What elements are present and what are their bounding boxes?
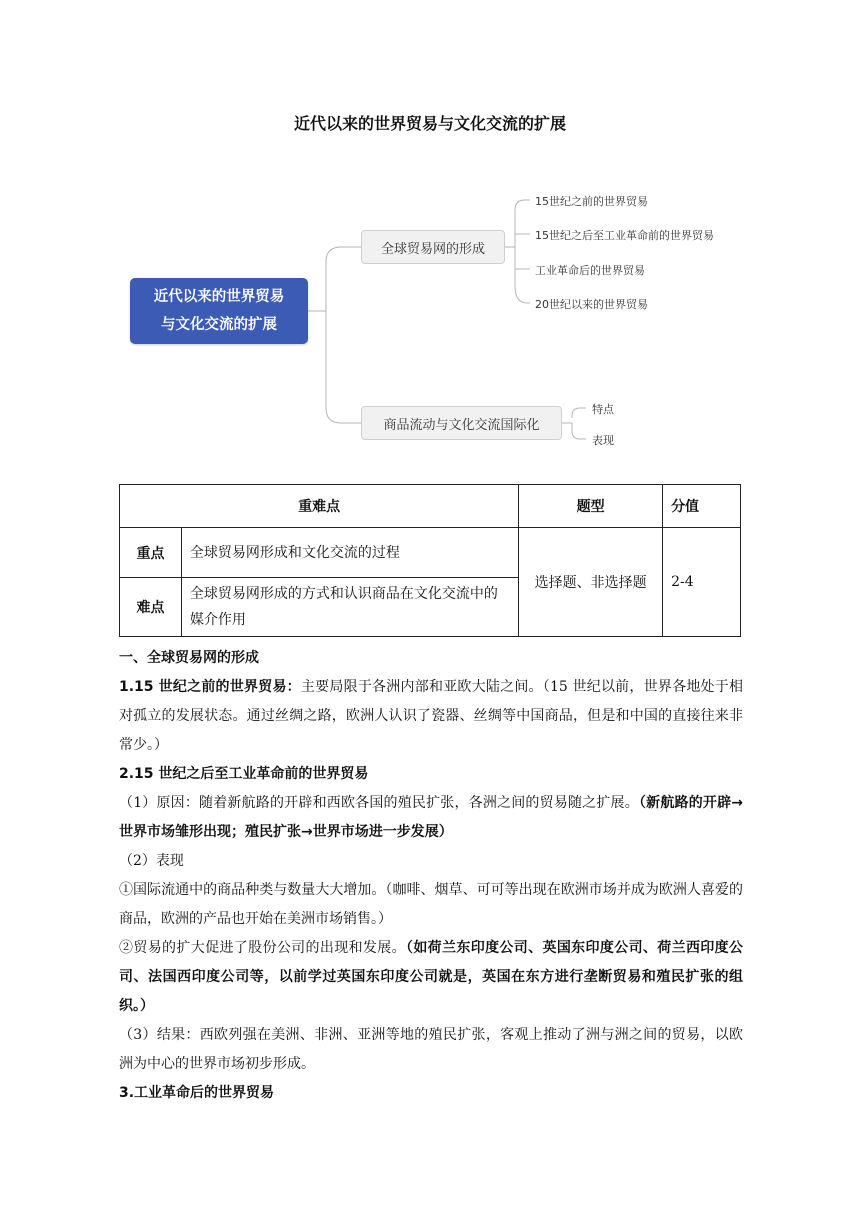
mindmap-leaf: 20世纪以来的世界贸易 — [535, 298, 648, 311]
table-cell-difficult-text: 全球贸易网形成的方式和认识商品在文化交流中的媒介作用 — [181, 578, 518, 637]
mindmap-root-line1: 近代以来的世界贸易 — [153, 289, 285, 305]
table-row-label-difficult: 难点 — [120, 578, 182, 637]
paragraph-text: 主要局限于各洲内部和亚欧大陆之间。（15 世纪以前，世界各地处于相对孤立的发展状态。通过丝绸之路，欧洲人认识了瓷器、丝绸等中国商品，但是和中国的直接往来非常少。） — [119, 679, 743, 753]
paragraph-text: （1）原因：随着新航路的开辟和西欧各国的殖民扩张，各洲之间的贸易随之扩展。 — [119, 795, 639, 811]
mindmap-leaf: 15世纪之前的世界贸易 — [535, 195, 648, 208]
table-cell-type: 选择题、非选择题 — [519, 528, 663, 637]
mindmap-root-node — [130, 278, 308, 344]
mindmap-branch-trade-network: 全球贸易网的形成 — [361, 230, 505, 264]
mindmap-leaf: 15世纪之后至工业革命前的世界贸易 — [535, 229, 714, 242]
table-header-key: 重难点 — [120, 485, 519, 528]
mindmap-leaf: 表现 — [592, 434, 614, 447]
document-title: 近代以来的世界贸易与文化交流的扩展 — [293, 114, 566, 133]
table-cell-key-text: 全球贸易网形成和文化交流的过程 — [181, 528, 518, 578]
table-row-label-key: 重点 — [120, 528, 182, 578]
paragraph — [119, 789, 743, 847]
subsection-heading: 2.15 世纪之后至工业革命前的世界贸易 — [119, 766, 369, 782]
paragraph-bold-text: （新航路的开辟→世界市场雏形出现；殖民扩张→世界市场进一步发展） — [119, 795, 743, 840]
mindmap-leaf: 工业革命后的世界贸易 — [535, 264, 645, 277]
document-body — [119, 644, 743, 1108]
subsection-heading: 3.工业革命后的世界贸易 — [119, 1085, 275, 1101]
paragraph: （3）结果：西欧列强在美洲、非洲、亚洲等地的殖民扩张，客观上推动了洲与洲之间的贸易，以欧洲为中心的世界市场初步形成。 — [119, 1027, 743, 1072]
table-header-score: 分值 — [663, 485, 741, 528]
key-points-table — [119, 484, 741, 637]
paragraph-lead: 1.15 世纪之前的世界贸易： — [119, 679, 301, 695]
table-cell-score: 2-4 — [663, 528, 741, 637]
section-heading: 一、全球贸易网的形成 — [119, 650, 259, 666]
paragraph: ①国际流通中的商品种类与数量大大增加。（咖啡、烟草、可可等出现在欧洲市场并成为欧洲人喜爱的商品，欧洲的产品也开始在美洲市场销售。） — [119, 882, 743, 927]
mindmap-branch-commodity-flow: 商品流动与文化交流国际化 — [361, 406, 562, 440]
table-header-type: 题型 — [519, 485, 663, 528]
mindmap-root-line2: 与文化交流的扩展 — [161, 317, 277, 333]
paragraph-text: ②贸易的扩大促进了股份公司的出现和发展。 — [119, 940, 406, 956]
paragraph-bold-text: （如荷兰东印度公司、英国东印度公司、荷兰西印度公司、法国西印度公司等，以前学过英国东印度公司就是，英国在东方进行垄断贸易和殖民扩张的组织。） — [119, 940, 744, 1014]
paragraph — [119, 673, 743, 760]
paragraph: （2）表现 — [119, 853, 184, 869]
mindmap-leaf: 特点 — [592, 403, 614, 416]
paragraph — [119, 934, 743, 1021]
